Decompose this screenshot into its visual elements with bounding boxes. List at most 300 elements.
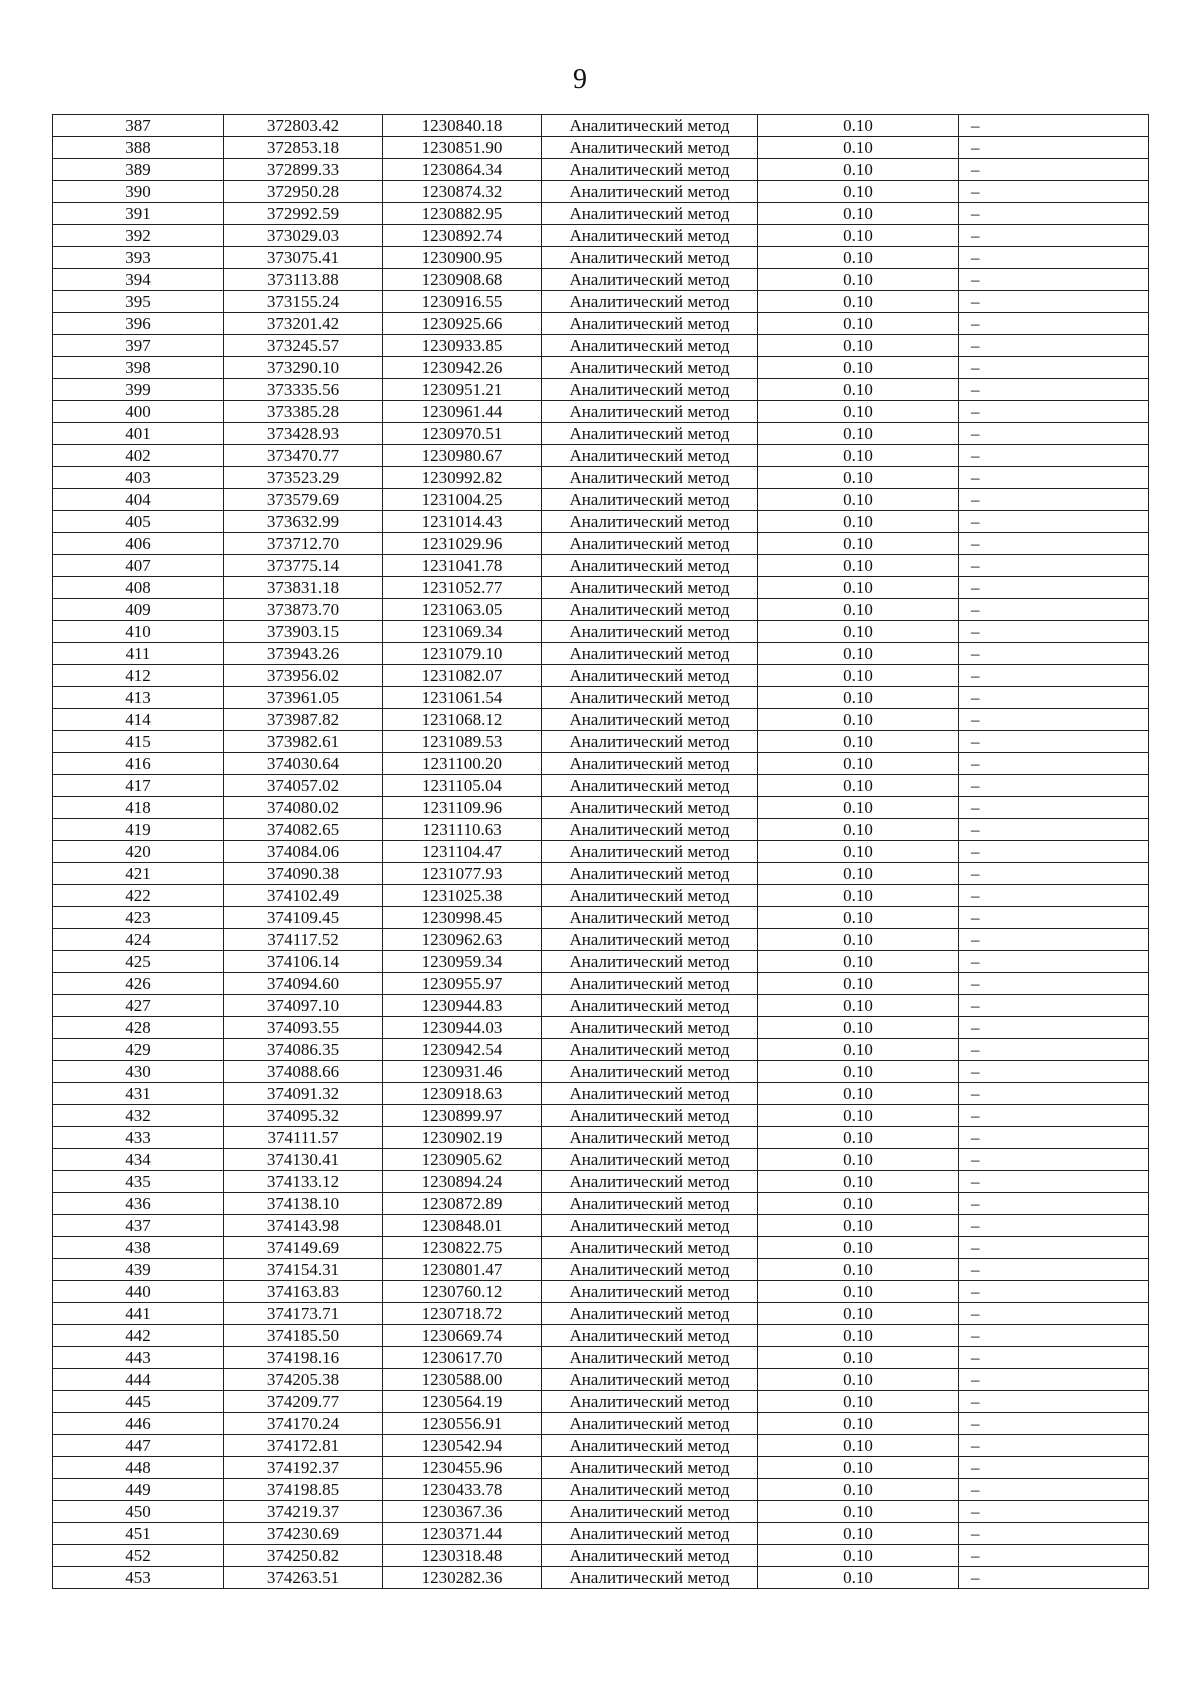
table-row (53, 291, 1149, 313)
accuracy-cell: 0.10 (758, 929, 959, 951)
x-coordinate-cell: 374093.55 (224, 1017, 383, 1039)
x-coordinate-cell: 374082.65 (224, 819, 383, 841)
method-cell: Аналитический метод (542, 973, 758, 995)
x-coordinate-cell: 374219.37 (224, 1501, 383, 1523)
point-number-cell: 432 (53, 1105, 224, 1127)
accuracy-cell: 0.10 (758, 137, 959, 159)
note-cell: – (959, 709, 1149, 731)
note-cell: – (959, 181, 1149, 203)
accuracy-cell: 0.10 (758, 401, 959, 423)
x-coordinate-cell: 374117.52 (224, 929, 383, 951)
note-cell: – (959, 1325, 1149, 1347)
table-row (53, 1303, 1149, 1325)
method-cell: Аналитический метод (542, 1391, 758, 1413)
point-number-cell: 424 (53, 929, 224, 951)
table-row (53, 885, 1149, 907)
x-coordinate-cell: 374091.32 (224, 1083, 383, 1105)
y-coordinate-cell: 1230944.83 (383, 995, 542, 1017)
accuracy-cell: 0.10 (758, 1545, 959, 1567)
accuracy-cell: 0.10 (758, 1303, 959, 1325)
accuracy-cell: 0.10 (758, 379, 959, 401)
x-coordinate-cell: 374230.69 (224, 1523, 383, 1545)
note-cell: – (959, 1193, 1149, 1215)
point-number-cell: 443 (53, 1347, 224, 1369)
accuracy-cell: 0.10 (758, 951, 959, 973)
x-coordinate-cell: 374133.12 (224, 1171, 383, 1193)
accuracy-cell: 0.10 (758, 1105, 959, 1127)
table-row (53, 335, 1149, 357)
y-coordinate-cell: 1230931.46 (383, 1061, 542, 1083)
note-cell: – (959, 1391, 1149, 1413)
accuracy-cell: 0.10 (758, 511, 959, 533)
point-number-cell: 388 (53, 137, 224, 159)
x-coordinate-cell: 373428.93 (224, 423, 383, 445)
note-cell: – (959, 423, 1149, 445)
y-coordinate-cell: 1231105.04 (383, 775, 542, 797)
table-row (53, 1391, 1149, 1413)
method-cell: Аналитический метод (542, 1567, 758, 1589)
note-cell: – (959, 797, 1149, 819)
method-cell: Аналитический метод (542, 1501, 758, 1523)
point-number-cell: 452 (53, 1545, 224, 1567)
table-row (53, 1105, 1149, 1127)
note-cell: – (959, 1127, 1149, 1149)
note-cell: – (959, 203, 1149, 225)
x-coordinate-cell: 373201.42 (224, 313, 383, 335)
method-cell: Аналитический метод (542, 1479, 758, 1501)
method-cell: Аналитический метод (542, 1523, 758, 1545)
y-coordinate-cell: 1230899.97 (383, 1105, 542, 1127)
table-row (53, 819, 1149, 841)
point-number-cell: 434 (53, 1149, 224, 1171)
y-coordinate-cell: 1230916.55 (383, 291, 542, 313)
method-cell: Аналитический метод (542, 1435, 758, 1457)
point-number-cell: 389 (53, 159, 224, 181)
x-coordinate-cell: 372992.59 (224, 203, 383, 225)
note-cell: – (959, 401, 1149, 423)
x-coordinate-cell: 374130.41 (224, 1149, 383, 1171)
point-number-cell: 416 (53, 753, 224, 775)
note-cell: – (959, 1171, 1149, 1193)
accuracy-cell: 0.10 (758, 1149, 959, 1171)
y-coordinate-cell: 1230822.75 (383, 1237, 542, 1259)
table-row (53, 1413, 1149, 1435)
point-number-cell: 407 (53, 555, 224, 577)
point-number-cell: 420 (53, 841, 224, 863)
note-cell: – (959, 929, 1149, 951)
x-coordinate-cell: 374170.24 (224, 1413, 383, 1435)
note-cell: – (959, 841, 1149, 863)
table-row (53, 929, 1149, 951)
point-number-cell: 394 (53, 269, 224, 291)
y-coordinate-cell: 1230669.74 (383, 1325, 542, 1347)
method-cell: Аналитический метод (542, 753, 758, 775)
point-number-cell: 401 (53, 423, 224, 445)
accuracy-cell: 0.10 (758, 159, 959, 181)
table-row (53, 841, 1149, 863)
accuracy-cell: 0.10 (758, 731, 959, 753)
point-number-cell: 449 (53, 1479, 224, 1501)
note-cell: – (959, 1545, 1149, 1567)
method-cell: Аналитический метод (542, 1127, 758, 1149)
note-cell: – (959, 1281, 1149, 1303)
table-row (53, 753, 1149, 775)
y-coordinate-cell: 1231079.10 (383, 643, 542, 665)
accuracy-cell: 0.10 (758, 1501, 959, 1523)
table-row (53, 1259, 1149, 1281)
method-cell: Аналитический метод (542, 885, 758, 907)
table-row (53, 445, 1149, 467)
method-cell: Аналитический метод (542, 1303, 758, 1325)
y-coordinate-cell: 1230556.91 (383, 1413, 542, 1435)
accuracy-cell: 0.10 (758, 1127, 959, 1149)
y-coordinate-cell: 1230959.34 (383, 951, 542, 973)
method-cell: Аналитический метод (542, 665, 758, 687)
y-coordinate-cell: 1230992.82 (383, 467, 542, 489)
y-coordinate-cell: 1230367.36 (383, 1501, 542, 1523)
method-cell: Аналитический метод (542, 357, 758, 379)
y-coordinate-cell: 1230760.12 (383, 1281, 542, 1303)
y-coordinate-cell: 1231077.93 (383, 863, 542, 885)
accuracy-cell: 0.10 (758, 797, 959, 819)
y-coordinate-cell: 1231068.12 (383, 709, 542, 731)
y-coordinate-cell: 1230840.18 (383, 115, 542, 137)
point-number-cell: 410 (53, 621, 224, 643)
point-number-cell: 430 (53, 1061, 224, 1083)
table-row (53, 665, 1149, 687)
accuracy-cell: 0.10 (758, 1061, 959, 1083)
point-number-cell: 406 (53, 533, 224, 555)
point-number-cell: 398 (53, 357, 224, 379)
accuracy-cell: 0.10 (758, 1479, 959, 1501)
point-number-cell: 427 (53, 995, 224, 1017)
table-row (53, 247, 1149, 269)
accuracy-cell: 0.10 (758, 335, 959, 357)
note-cell: – (959, 1039, 1149, 1061)
x-coordinate-cell: 373155.24 (224, 291, 383, 313)
method-cell: Аналитический метод (542, 555, 758, 577)
note-cell: – (959, 1413, 1149, 1435)
accuracy-cell: 0.10 (758, 1347, 959, 1369)
note-cell: – (959, 687, 1149, 709)
x-coordinate-cell: 374057.02 (224, 775, 383, 797)
y-coordinate-cell: 1230318.48 (383, 1545, 542, 1567)
method-cell: Аналитический метод (542, 775, 758, 797)
accuracy-cell: 0.10 (758, 973, 959, 995)
note-cell: – (959, 1259, 1149, 1281)
method-cell: Аналитический метод (542, 401, 758, 423)
accuracy-cell: 0.10 (758, 357, 959, 379)
accuracy-cell: 0.10 (758, 1567, 959, 1589)
x-coordinate-cell: 374084.06 (224, 841, 383, 863)
point-number-cell: 415 (53, 731, 224, 753)
y-coordinate-cell: 1230908.68 (383, 269, 542, 291)
x-coordinate-cell: 374109.45 (224, 907, 383, 929)
table-row (53, 731, 1149, 753)
x-coordinate-cell: 374143.98 (224, 1215, 383, 1237)
table-row (53, 1127, 1149, 1149)
accuracy-cell: 0.10 (758, 1237, 959, 1259)
method-cell: Аналитический метод (542, 181, 758, 203)
point-number-cell: 425 (53, 951, 224, 973)
x-coordinate-cell: 374138.10 (224, 1193, 383, 1215)
note-cell: – (959, 951, 1149, 973)
table-row (53, 313, 1149, 335)
method-cell: Аналитический метод (542, 533, 758, 555)
note-cell: – (959, 533, 1149, 555)
x-coordinate-cell: 374209.77 (224, 1391, 383, 1413)
point-number-cell: 447 (53, 1435, 224, 1457)
point-number-cell: 392 (53, 225, 224, 247)
x-coordinate-cell: 374080.02 (224, 797, 383, 819)
y-coordinate-cell: 1230955.97 (383, 973, 542, 995)
point-number-cell: 442 (53, 1325, 224, 1347)
table-row (53, 621, 1149, 643)
accuracy-cell: 0.10 (758, 687, 959, 709)
x-coordinate-cell: 374094.60 (224, 973, 383, 995)
table-row (53, 1369, 1149, 1391)
x-coordinate-cell: 373987.82 (224, 709, 383, 731)
point-number-cell: 429 (53, 1039, 224, 1061)
x-coordinate-cell: 372950.28 (224, 181, 383, 203)
method-cell: Аналитический метод (542, 137, 758, 159)
method-cell: Аналитический метод (542, 1545, 758, 1567)
y-coordinate-cell: 1231100.20 (383, 753, 542, 775)
table-row (53, 137, 1149, 159)
x-coordinate-cell: 374185.50 (224, 1325, 383, 1347)
table-row (53, 1435, 1149, 1457)
note-cell: – (959, 1017, 1149, 1039)
method-cell: Аналитический метод (542, 1193, 758, 1215)
accuracy-cell: 0.10 (758, 247, 959, 269)
point-number-cell: 402 (53, 445, 224, 467)
note-cell: – (959, 1369, 1149, 1391)
y-coordinate-cell: 1231069.34 (383, 621, 542, 643)
method-cell: Аналитический метод (542, 1215, 758, 1237)
coordinates-table-body (53, 115, 1149, 1589)
method-cell: Аналитический метод (542, 841, 758, 863)
coordinates-table (52, 114, 1149, 1589)
point-number-cell: 391 (53, 203, 224, 225)
x-coordinate-cell: 372853.18 (224, 137, 383, 159)
method-cell: Аналитический метод (542, 467, 758, 489)
note-cell: – (959, 885, 1149, 907)
method-cell: Аналитический метод (542, 687, 758, 709)
table-row (53, 951, 1149, 973)
table-row (53, 577, 1149, 599)
accuracy-cell: 0.10 (758, 313, 959, 335)
accuracy-cell: 0.10 (758, 995, 959, 1017)
x-coordinate-cell: 374111.57 (224, 1127, 383, 1149)
x-coordinate-cell: 374263.51 (224, 1567, 383, 1589)
method-cell: Аналитический метод (542, 159, 758, 181)
method-cell: Аналитический метод (542, 1083, 758, 1105)
note-cell: – (959, 1347, 1149, 1369)
point-number-cell: 433 (53, 1127, 224, 1149)
note-cell: – (959, 313, 1149, 335)
note-cell: – (959, 1303, 1149, 1325)
table-row (53, 379, 1149, 401)
point-number-cell: 409 (53, 599, 224, 621)
y-coordinate-cell: 1230951.21 (383, 379, 542, 401)
accuracy-cell: 0.10 (758, 533, 959, 555)
note-cell: – (959, 1523, 1149, 1545)
y-coordinate-cell: 1231041.78 (383, 555, 542, 577)
note-cell: – (959, 775, 1149, 797)
note-cell: – (959, 819, 1149, 841)
y-coordinate-cell: 1230564.19 (383, 1391, 542, 1413)
x-coordinate-cell: 373385.28 (224, 401, 383, 423)
accuracy-cell: 0.10 (758, 1259, 959, 1281)
table-row (53, 467, 1149, 489)
point-number-cell: 435 (53, 1171, 224, 1193)
point-number-cell: 387 (53, 115, 224, 137)
x-coordinate-cell: 374172.81 (224, 1435, 383, 1457)
y-coordinate-cell: 1231063.05 (383, 599, 542, 621)
method-cell: Аналитический метод (542, 643, 758, 665)
y-coordinate-cell: 1230918.63 (383, 1083, 542, 1105)
y-coordinate-cell: 1231082.07 (383, 665, 542, 687)
accuracy-cell: 0.10 (758, 1369, 959, 1391)
x-coordinate-cell: 373943.26 (224, 643, 383, 665)
note-cell: – (959, 159, 1149, 181)
method-cell: Аналитический метод (542, 1017, 758, 1039)
note-cell: – (959, 225, 1149, 247)
table-row (53, 269, 1149, 291)
table-row (53, 511, 1149, 533)
point-number-cell: 446 (53, 1413, 224, 1435)
note-cell: – (959, 247, 1149, 269)
point-number-cell: 448 (53, 1457, 224, 1479)
accuracy-cell: 0.10 (758, 819, 959, 841)
point-number-cell: 393 (53, 247, 224, 269)
point-number-cell: 395 (53, 291, 224, 313)
point-number-cell: 426 (53, 973, 224, 995)
x-coordinate-cell: 374192.37 (224, 1457, 383, 1479)
method-cell: Аналитический метод (542, 577, 758, 599)
y-coordinate-cell: 1230874.32 (383, 181, 542, 203)
method-cell: Аналитический метод (542, 269, 758, 291)
method-cell: Аналитический метод (542, 951, 758, 973)
y-coordinate-cell: 1230942.26 (383, 357, 542, 379)
note-cell: – (959, 489, 1149, 511)
point-number-cell: 400 (53, 401, 224, 423)
table-row (53, 1039, 1149, 1061)
method-cell: Аналитический метод (542, 1237, 758, 1259)
x-coordinate-cell: 373029.03 (224, 225, 383, 247)
x-coordinate-cell: 373075.41 (224, 247, 383, 269)
point-number-cell: 440 (53, 1281, 224, 1303)
table-row (53, 533, 1149, 555)
x-coordinate-cell: 374198.85 (224, 1479, 383, 1501)
table-row (53, 489, 1149, 511)
note-cell: – (959, 1149, 1149, 1171)
method-cell: Аналитический метод (542, 907, 758, 929)
point-number-cell: 404 (53, 489, 224, 511)
y-coordinate-cell: 1230718.72 (383, 1303, 542, 1325)
x-coordinate-cell: 374205.38 (224, 1369, 383, 1391)
method-cell: Аналитический метод (542, 445, 758, 467)
method-cell: Аналитический метод (542, 335, 758, 357)
table-row (53, 907, 1149, 929)
x-coordinate-cell: 374163.83 (224, 1281, 383, 1303)
accuracy-cell: 0.10 (758, 489, 959, 511)
point-number-cell: 408 (53, 577, 224, 599)
accuracy-cell: 0.10 (758, 1523, 959, 1545)
y-coordinate-cell: 1231029.96 (383, 533, 542, 555)
table-row (53, 1215, 1149, 1237)
accuracy-cell: 0.10 (758, 1457, 959, 1479)
y-coordinate-cell: 1230455.96 (383, 1457, 542, 1479)
method-cell: Аналитический метод (542, 423, 758, 445)
y-coordinate-cell: 1230882.95 (383, 203, 542, 225)
accuracy-cell: 0.10 (758, 181, 959, 203)
y-coordinate-cell: 1230925.66 (383, 313, 542, 335)
accuracy-cell: 0.10 (758, 1171, 959, 1193)
y-coordinate-cell: 1230942.54 (383, 1039, 542, 1061)
method-cell: Аналитический метод (542, 1149, 758, 1171)
y-coordinate-cell: 1230905.62 (383, 1149, 542, 1171)
point-number-cell: 399 (53, 379, 224, 401)
x-coordinate-cell: 374030.64 (224, 753, 383, 775)
y-coordinate-cell: 1230282.36 (383, 1567, 542, 1589)
point-number-cell: 438 (53, 1237, 224, 1259)
y-coordinate-cell: 1230998.45 (383, 907, 542, 929)
table-row (53, 357, 1149, 379)
point-number-cell: 403 (53, 467, 224, 489)
point-number-cell: 441 (53, 1303, 224, 1325)
table-row (53, 1457, 1149, 1479)
x-coordinate-cell: 373831.18 (224, 577, 383, 599)
table-row (53, 1479, 1149, 1501)
x-coordinate-cell: 374097.10 (224, 995, 383, 1017)
table-row (53, 1523, 1149, 1545)
point-number-cell: 445 (53, 1391, 224, 1413)
x-coordinate-cell: 374102.49 (224, 885, 383, 907)
table-row (53, 181, 1149, 203)
table-row (53, 643, 1149, 665)
y-coordinate-cell: 1230933.85 (383, 335, 542, 357)
y-coordinate-cell: 1230371.44 (383, 1523, 542, 1545)
accuracy-cell: 0.10 (758, 577, 959, 599)
table-row (53, 599, 1149, 621)
point-number-cell: 413 (53, 687, 224, 709)
method-cell: Аналитический метод (542, 599, 758, 621)
accuracy-cell: 0.10 (758, 709, 959, 731)
method-cell: Аналитический метод (542, 379, 758, 401)
note-cell: – (959, 1457, 1149, 1479)
table-row (53, 709, 1149, 731)
y-coordinate-cell: 1230801.47 (383, 1259, 542, 1281)
y-coordinate-cell: 1230900.95 (383, 247, 542, 269)
x-coordinate-cell: 373523.29 (224, 467, 383, 489)
method-cell: Аналитический метод (542, 929, 758, 951)
y-coordinate-cell: 1231104.47 (383, 841, 542, 863)
method-cell: Аналитический метод (542, 709, 758, 731)
point-number-cell: 450 (53, 1501, 224, 1523)
accuracy-cell: 0.10 (758, 203, 959, 225)
note-cell: – (959, 511, 1149, 533)
note-cell: – (959, 1237, 1149, 1259)
y-coordinate-cell: 1231089.53 (383, 731, 542, 753)
table-row (53, 115, 1149, 137)
accuracy-cell: 0.10 (758, 115, 959, 137)
x-coordinate-cell: 374154.31 (224, 1259, 383, 1281)
table-row (53, 555, 1149, 577)
table-row (53, 1017, 1149, 1039)
x-coordinate-cell: 374086.35 (224, 1039, 383, 1061)
table-row (53, 1545, 1149, 1567)
